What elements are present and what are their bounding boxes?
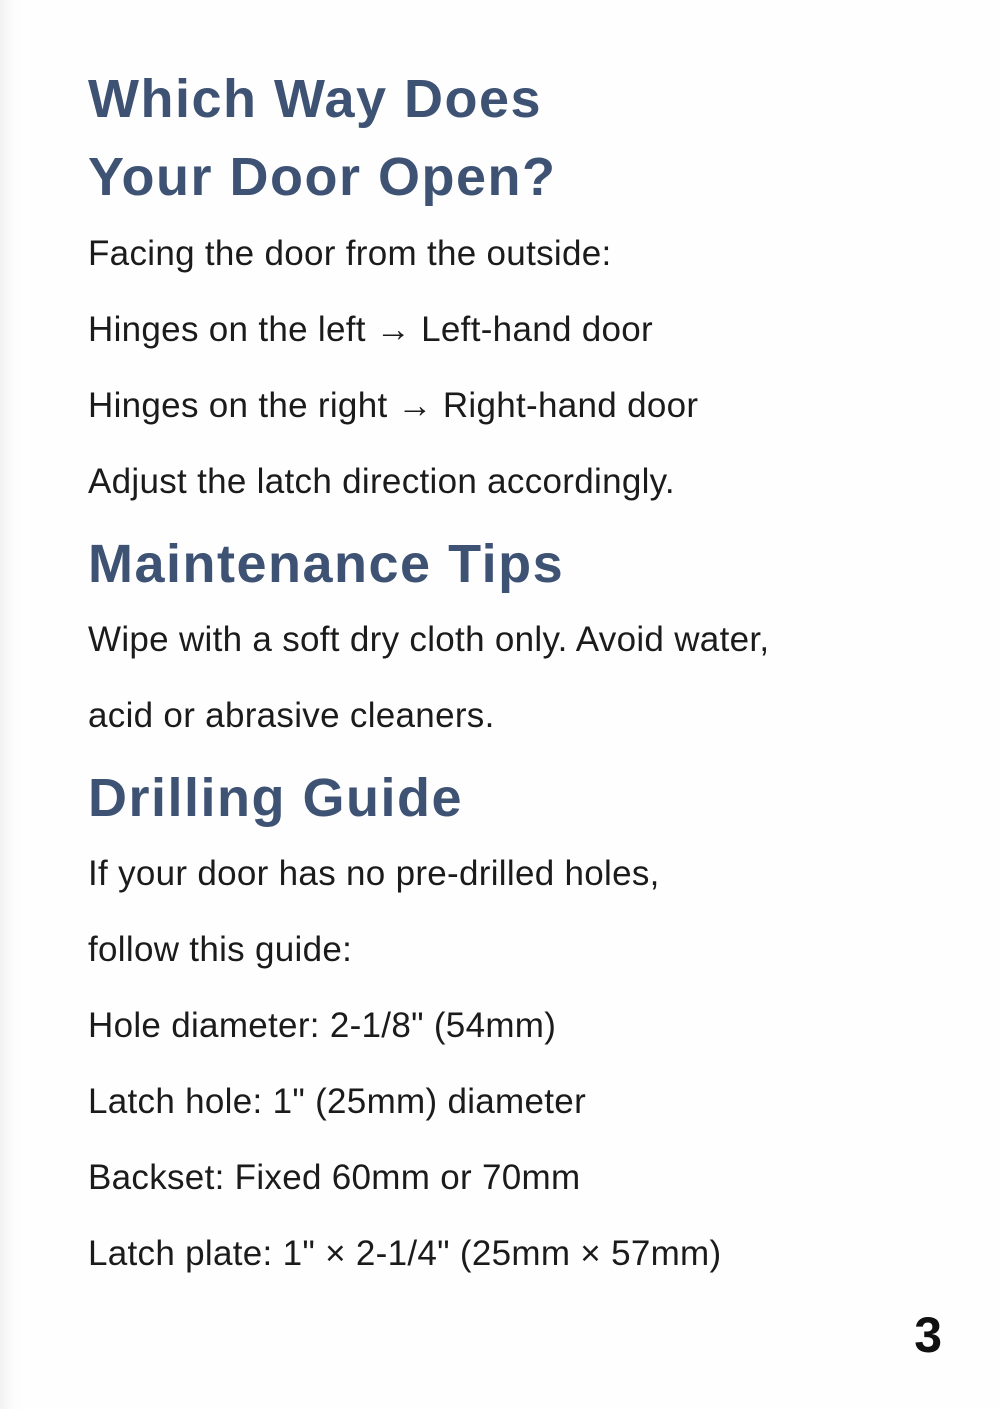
body-line-facing-door: Facing the door from the outside: xyxy=(88,234,612,273)
body-line-hinges-left: Hinges on the left → Left-hand door xyxy=(88,310,654,349)
body-line-hole-diameter: Hole diameter: 2-1/8" (54mm) xyxy=(88,1006,557,1045)
body-line-acid-cleaners: acid or abrasive cleaners. xyxy=(88,696,495,735)
body-line-no-predrilled: If your door has no pre-drilled holes, xyxy=(88,854,660,893)
heading-maintenance-tips xyxy=(88,526,940,602)
heading-line: Which Way Does xyxy=(88,69,543,129)
heading-which-way-does-your-door-open xyxy=(88,60,940,216)
body-line-hinges-right: Hinges on the right → Right-hand door xyxy=(88,386,699,425)
heading-line: Drilling Guide xyxy=(88,768,464,828)
heading-line: Your Door Open? xyxy=(88,147,557,207)
body-line-wipe-cloth: Wipe with a soft dry cloth only. Avoid water, xyxy=(88,620,770,659)
body-line-latch-hole: Latch hole: 1" (25mm) diameter xyxy=(88,1082,587,1121)
body-line-latch-plate: Latch plate: 1" × 2-1/4" (25mm × 57mm) xyxy=(88,1234,722,1273)
body-line-adjust-latch: Adjust the latch direction accordingly. xyxy=(88,462,675,501)
heading-drilling-guide xyxy=(88,760,940,836)
body-line-follow-guide: follow this guide: xyxy=(88,930,353,969)
heading-line: Maintenance Tips xyxy=(88,534,565,594)
body-line-backset: Backset: Fixed 60mm or 70mm xyxy=(88,1158,581,1197)
page-number: 3 xyxy=(914,1307,942,1363)
